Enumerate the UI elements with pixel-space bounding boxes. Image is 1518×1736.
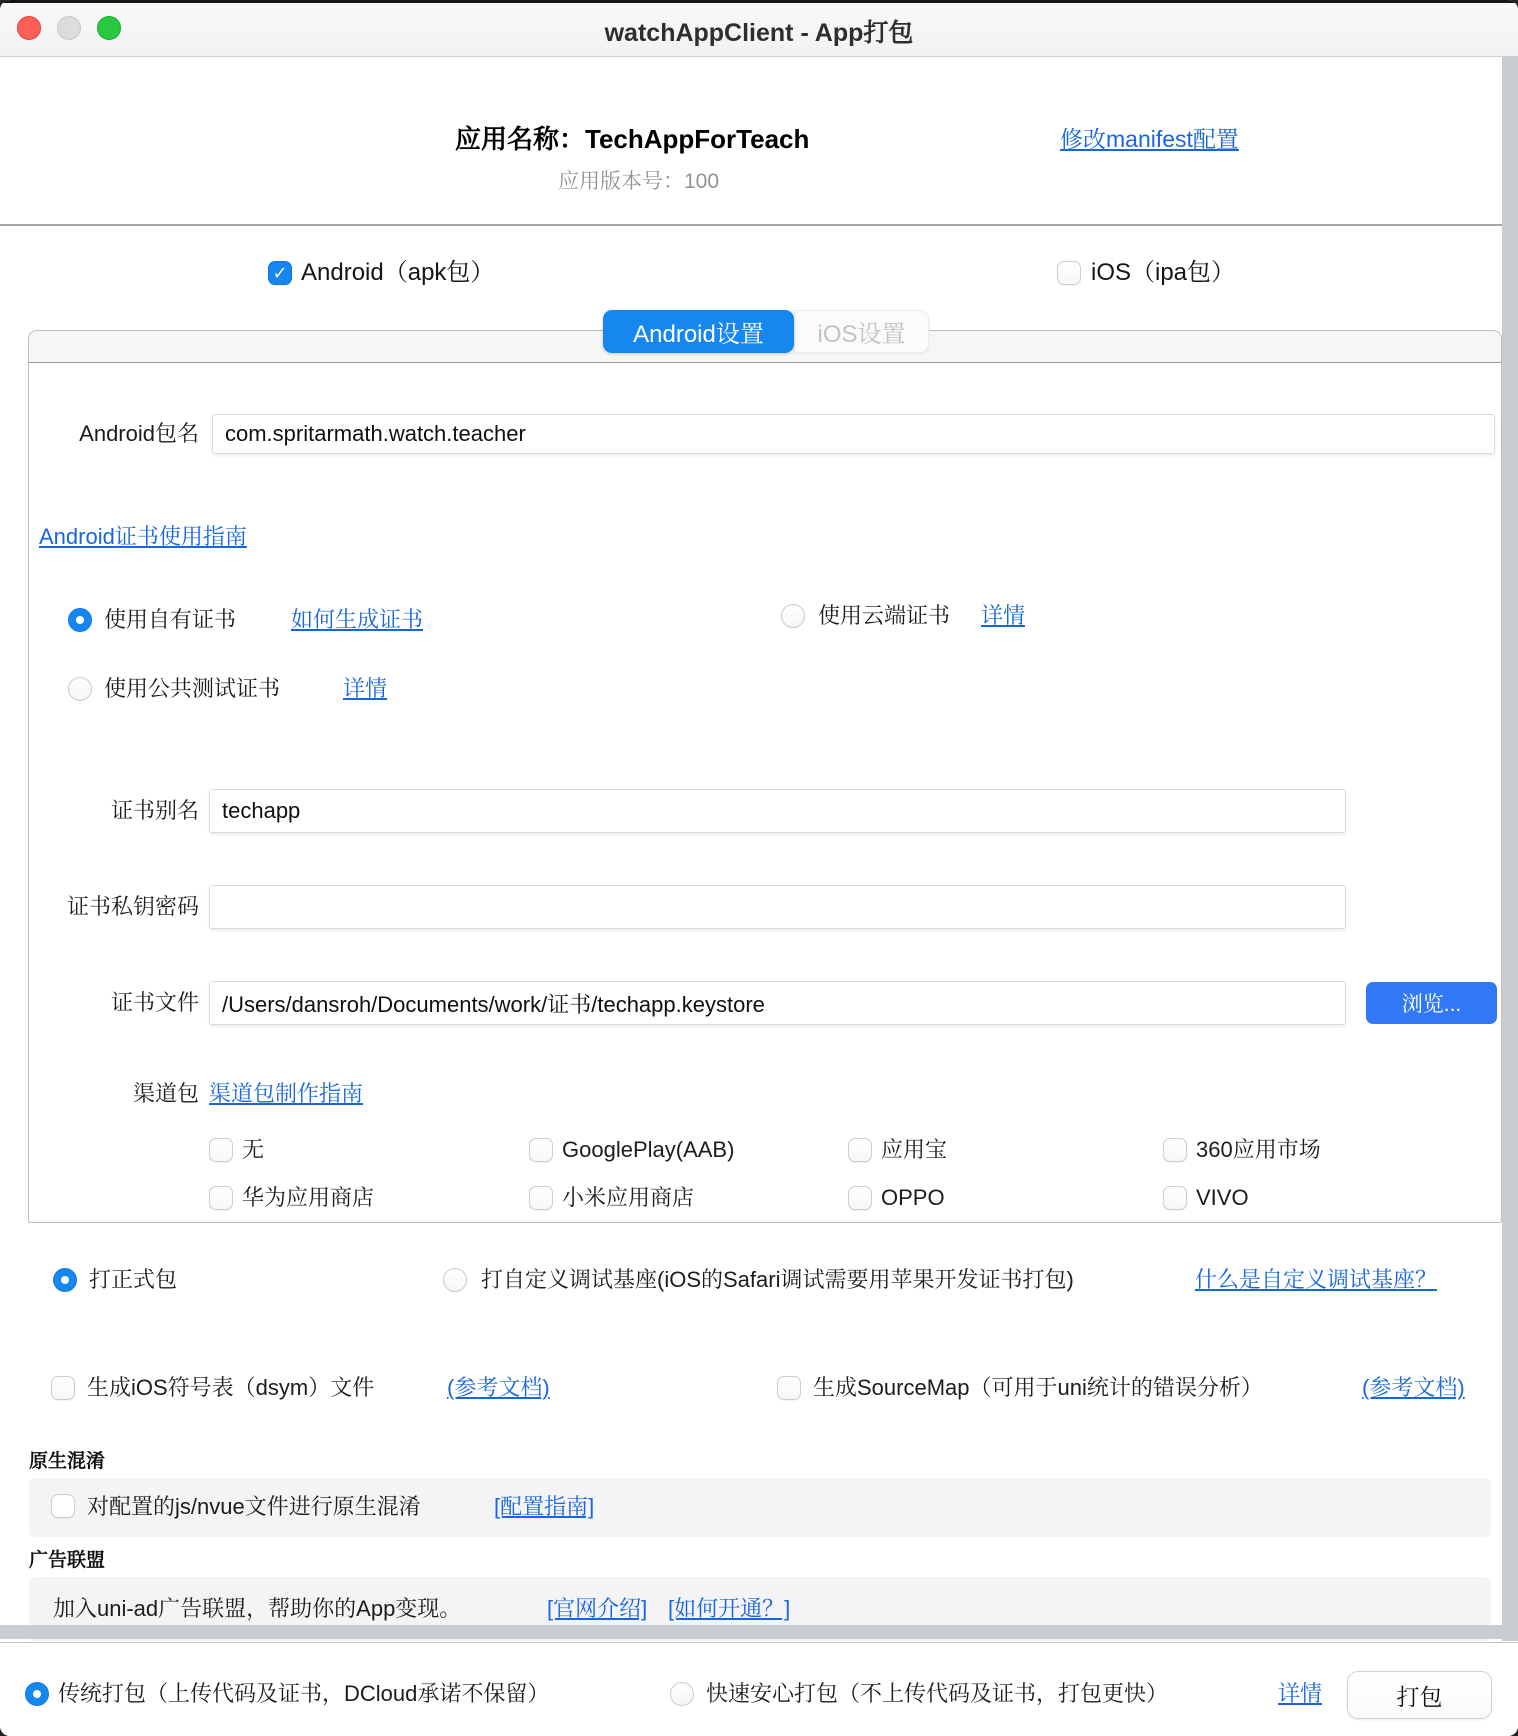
package-name-input[interactable]: com.spritarmath.watch.teacher: [212, 414, 1495, 454]
channel-checkbox-xiaomi[interactable]: [529, 1186, 553, 1210]
release-build-label: 打正式包: [89, 1267, 178, 1292]
ios-platform-checkbox[interactable]: [1057, 261, 1081, 285]
channel-guide-link[interactable]: 渠道包制作指南: [209, 1081, 364, 1106]
cert-file-input[interactable]: /Users/dansroh/Documents/work/证书/techapp.keystore: [209, 981, 1346, 1025]
package-detail-link[interactable]: 详情: [1278, 1681, 1323, 1706]
channel-label-oppo: OPPO: [881, 1185, 945, 1210]
channel-checkbox-360[interactable]: [1163, 1138, 1187, 1162]
tab-ios-settings[interactable]: iOS设置: [794, 310, 929, 353]
own-cert-radio[interactable]: [68, 608, 92, 632]
bottom-bar: [0, 1642, 1518, 1736]
obfuscation-label: 对配置的js/nvue文件进行原生混淆: [87, 1494, 421, 1519]
vertical-scrollbar[interactable]: [1502, 57, 1518, 1641]
fast-package-label: 快速安心打包（不上传代码及证书，打包更快）: [706, 1681, 1169, 1706]
channel-checkbox-yingyongbao[interactable]: [848, 1138, 872, 1162]
dsym-doc-link[interactable]: (参考文档): [447, 1375, 550, 1400]
custom-debug-base-radio[interactable]: [443, 1268, 467, 1292]
android-platform-checkbox[interactable]: [268, 261, 292, 285]
android-settings-panel: [28, 330, 1502, 1223]
channel-label-none: 无: [242, 1137, 265, 1162]
channel-checkbox-oppo[interactable]: [848, 1186, 872, 1210]
ad-union-howto-link[interactable]: [如何开通？]: [668, 1596, 791, 1621]
cloud-cert-radio[interactable]: [781, 604, 805, 628]
public-test-cert-radio[interactable]: [68, 677, 92, 701]
cert-file-label: 证书文件: [110, 990, 199, 1015]
cert-alias-input[interactable]: techapp: [209, 789, 1346, 833]
tab-android-settings[interactable]: Android设置: [603, 310, 794, 353]
ad-union-heading: 广告联盟: [29, 1550, 106, 1571]
sourcemap-checkbox[interactable]: [777, 1376, 801, 1400]
ios-platform-label: iOS（ipa包）: [1091, 259, 1236, 286]
cloud-cert-label: 使用云端证书: [818, 603, 951, 628]
release-build-radio[interactable]: [53, 1268, 77, 1292]
ad-union-text: 加入uni-ad广告联盟，帮助你的App变现。: [53, 1596, 462, 1621]
cert-password-label: 证书私钥密码: [66, 894, 199, 919]
how-to-generate-cert-link[interactable]: 如何生成证书: [291, 607, 424, 632]
ad-union-site-link[interactable]: [官网介绍]: [547, 1596, 648, 1621]
window-top-edge: [0, 0, 1518, 3]
obfuscation-heading: 原生混淆: [29, 1451, 106, 1472]
edit-manifest-link[interactable]: 修改manifest配置: [1060, 126, 1239, 152]
channel-label-360: 360应用市场: [1196, 1137, 1321, 1162]
sourcemap-doc-link[interactable]: (参考文档): [1362, 1375, 1465, 1400]
what-is-custom-base-link[interactable]: 什么是自定义调试基座？: [1195, 1267, 1438, 1292]
channel-label-googleplay: GooglePlay(AAB): [562, 1137, 735, 1162]
sourcemap-label: 生成SourceMap（可用于uni统计的错误分析）: [813, 1375, 1263, 1400]
fast-package-radio[interactable]: [670, 1682, 694, 1706]
traditional-package-radio[interactable]: [25, 1682, 49, 1706]
channel-checkbox-vivo[interactable]: [1163, 1186, 1187, 1210]
title-bar: [0, 0, 1518, 57]
package-name-label: Android包名: [79, 421, 199, 446]
channel-checkbox-huawei[interactable]: [209, 1186, 233, 1210]
channel-checkbox-googleplay[interactable]: [529, 1138, 553, 1162]
channel-label-huawei: 华为应用商店: [242, 1185, 375, 1210]
browse-button[interactable]: 浏览...: [1366, 982, 1497, 1024]
cert-password-input[interactable]: [209, 885, 1346, 929]
obfuscation-box: [29, 1478, 1491, 1537]
app-name-text: 应用名称：TechAppForTeach: [455, 124, 810, 154]
cloud-cert-detail-link[interactable]: 详情: [981, 603, 1026, 628]
public-test-cert-detail-link[interactable]: 详情: [343, 676, 388, 701]
custom-debug-base-label: 打自定义调试基座(iOS的Safari调试需要用苹果开发证书打包): [481, 1267, 1074, 1292]
app-version-text: 应用版本号：100: [558, 170, 720, 193]
channel-package-label: 渠道包: [132, 1081, 199, 1106]
window-title: watchAppClient - App打包: [604, 19, 914, 47]
obfuscation-checkbox[interactable]: [51, 1494, 75, 1518]
channel-checkbox-none[interactable]: [209, 1138, 233, 1162]
public-test-cert-label: 使用公共测试证书: [104, 676, 281, 701]
dsym-checkbox[interactable]: [51, 1376, 75, 1400]
traditional-package-label: 传统打包（上传代码及证书，DCloud承诺不保留）: [58, 1681, 550, 1706]
own-cert-label: 使用自有证书: [104, 607, 237, 632]
channel-label-vivo: VIVO: [1196, 1185, 1249, 1210]
package-button[interactable]: 打包: [1347, 1671, 1492, 1719]
dsym-label: 生成iOS符号表（dsym）文件: [87, 1375, 375, 1400]
channel-label-xiaomi: 小米应用商店: [562, 1185, 695, 1210]
android-cert-guide-link[interactable]: Android证书使用指南: [39, 524, 247, 549]
channel-label-yingyongbao: 应用宝: [881, 1137, 948, 1162]
cert-alias-label: 证书别名: [110, 798, 199, 823]
header-divider: [0, 224, 1518, 226]
android-platform-label: Android（apk包）: [301, 259, 495, 286]
horizontal-scrollbar[interactable]: [0, 1625, 1502, 1639]
obfuscation-config-guide-link[interactable]: [配置指南]: [494, 1494, 595, 1519]
